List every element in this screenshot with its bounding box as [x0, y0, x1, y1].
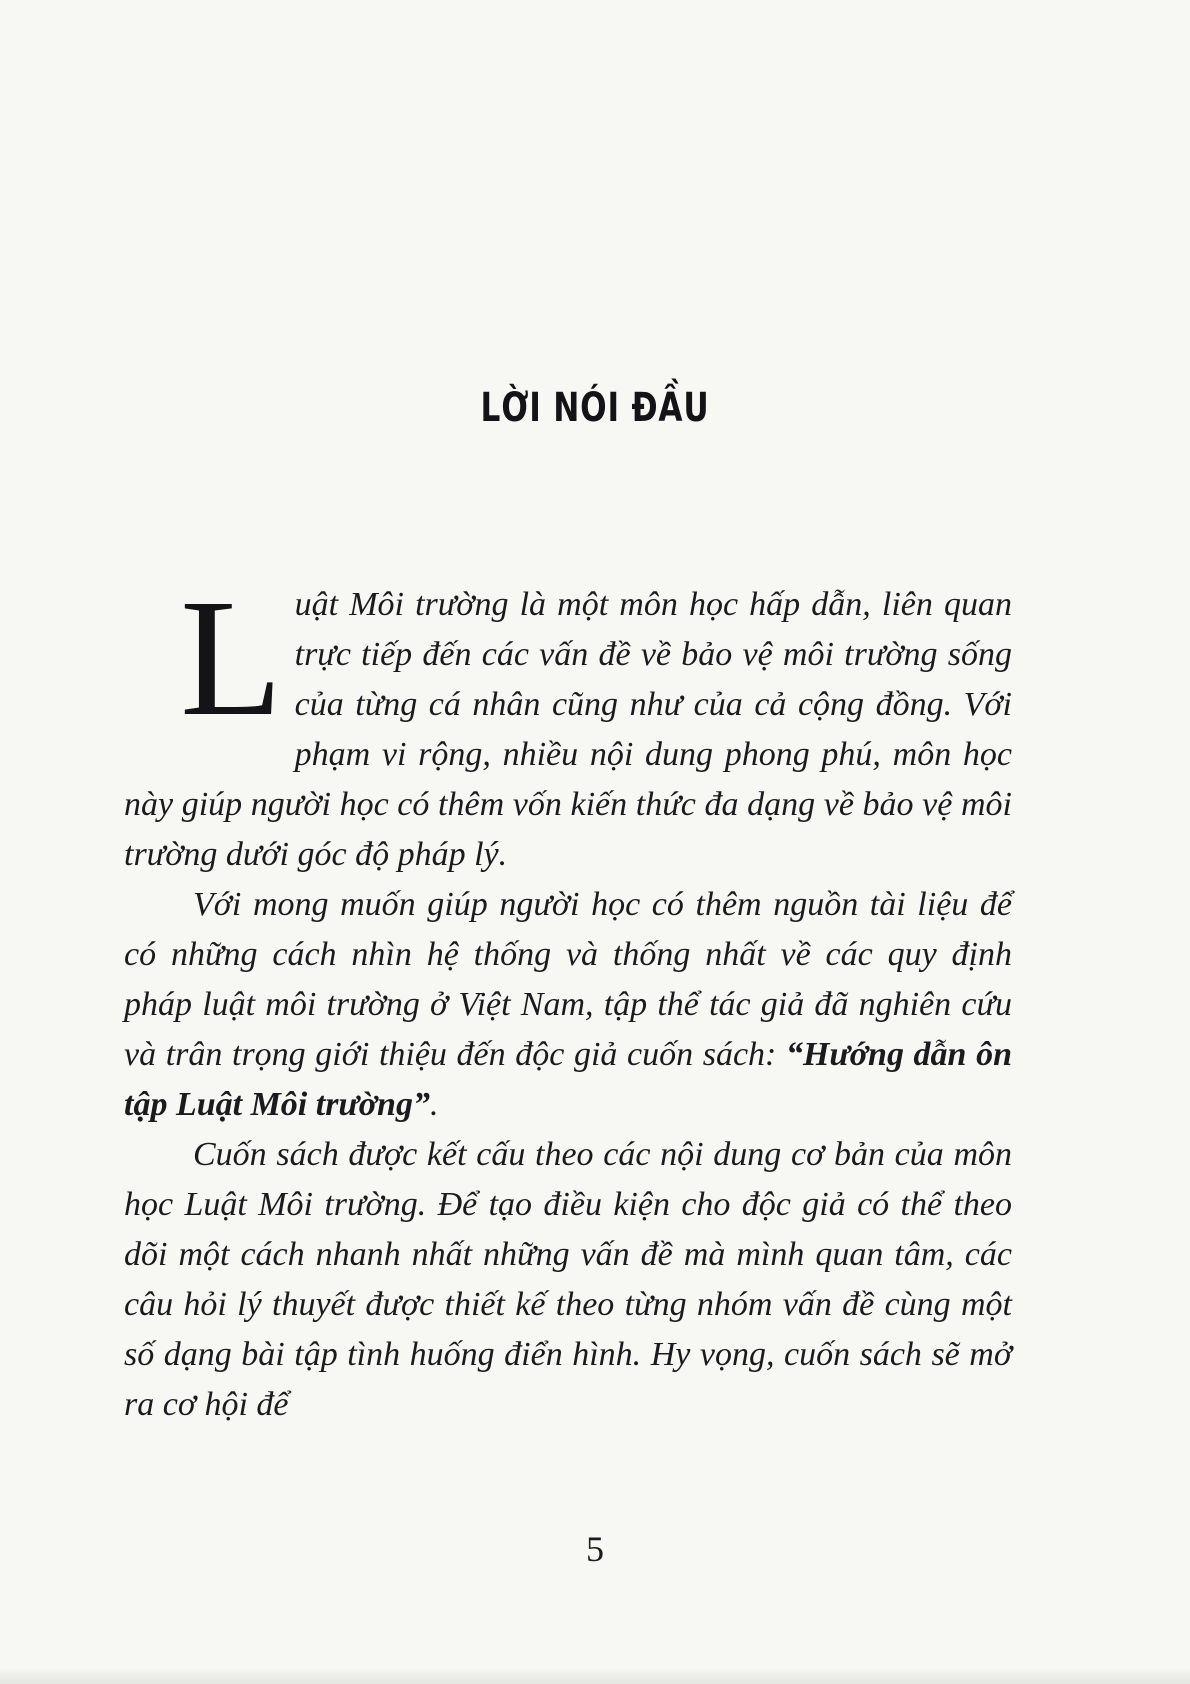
- paragraph-2-end: .: [429, 1086, 439, 1123]
- paragraph-2: [124, 880, 1012, 1130]
- page-bottom-edge: [0, 1668, 1190, 1684]
- paragraph-1: [124, 565, 1012, 880]
- paragraph-2-text: Với mong muốn giúp người học có thêm nguồn tài liệu để có những cách nhìn hệ thống và thống nhất về các quy định pháp luật môi trường ở Việt Nam, tập thể tác giả đã nghiên cứu và trân trọng giới thiệu đến độc giả cuốn sách:: [124, 886, 1012, 1073]
- drop-cap: L: [180, 565, 283, 751]
- page-number: 5: [586, 1529, 604, 1569]
- page-heading: LỜI NÓI ĐẦU: [480, 385, 710, 431]
- book-title: “Hướng dẫn ôn tập Luật Môi trường”: [124, 1036, 1012, 1123]
- preface-body: [124, 565, 1012, 1430]
- paragraph-3-text: Cuốn sách được kết cấu theo các nội dung cơ bản của môn học Luật Môi trường. Để tạo điều kiện cho độc giả có thể theo dõi một cách nhanh nhất những vấn đề mà mình quan tâm, các câu hỏi lý thuyết được thiết kế theo từng nhóm vấn đề cùng một số dạng bài tập tình huống điển hình. Hy vọng, cuốn sách sẽ mở ra cơ hội để: [124, 1136, 1012, 1423]
- paragraph-1-text: uật Môi trường là một môn học hấp dẫn, liên quan trực tiếp đến các vấn đề về bảo vệ môi trường sống của từng cá nhân cũng như của cả cộng đồng. Với phạm vi rộng, nhiều nội dung phong phú, môn học này giúp người học có thêm vốn kiến thức đa dạng về bảo vệ môi trường dưới góc độ pháp lý.: [124, 586, 1012, 873]
- paragraph-3: [124, 1130, 1012, 1430]
